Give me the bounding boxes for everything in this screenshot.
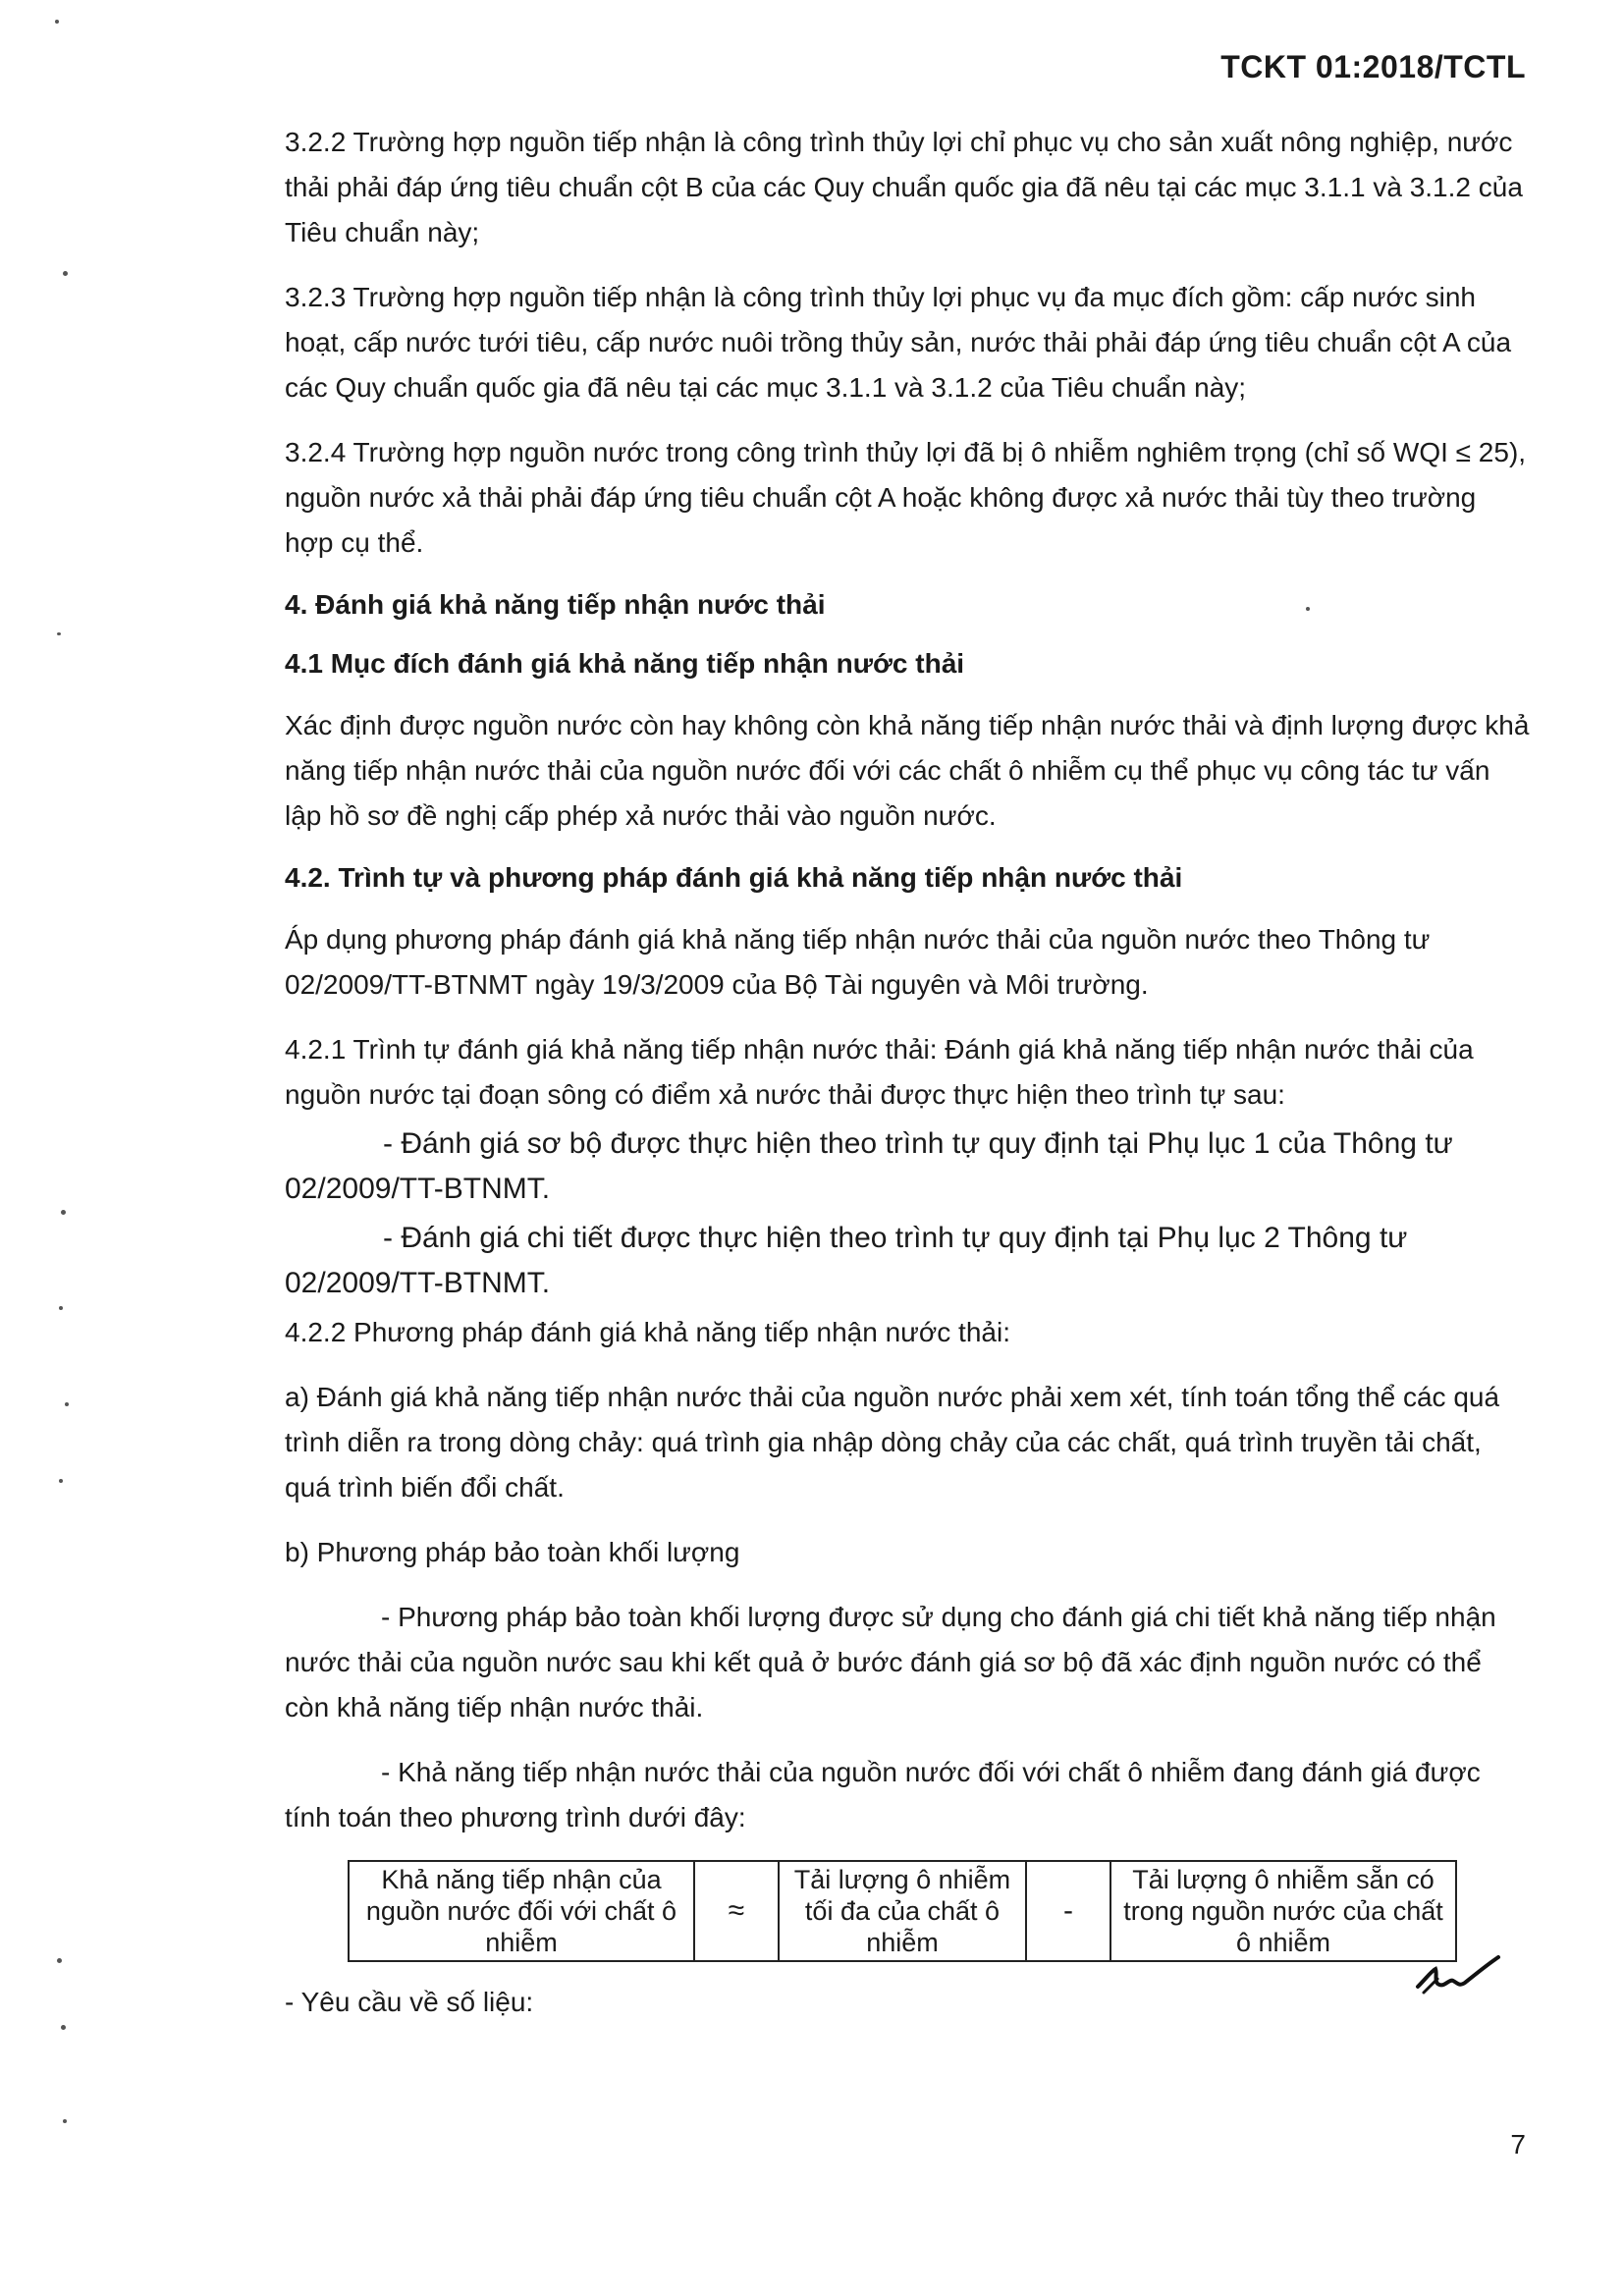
formula-max-load: Tải lượng ô nhiễm tối đa của chất ô nhiễm (779, 1861, 1026, 1961)
paragraph-3-2-2: 3.2.2 Trường hợp nguồn tiếp nhận là công trình thủy lợi chỉ phục vụ cho sản xuất nông nghiệp, nước thải phải đáp ứng tiêu chuẩn cột B của các Quy chuẩn quốc gia đã nêu tại các mục 3.1.1 và 3.1.2 của Tiêu chuẩn này; (285, 127, 1523, 247)
paragraph-4-2-1-detailed: - Đánh giá chi tiết được thực hiện theo trình tự quy định tại Phụ lục 2 Thông tư 02/2009/TT-BTNMT. (285, 1222, 1408, 1299)
paragraph-4-2-1: 4.2.1 Trình tự đánh giá khả năng tiếp nhận nước thải: Đánh giá khả năng tiếp nhận nước thải của nguồn nước tại đoạn sông có điểm xả nước thải được thực hiện theo trình tự sau: (285, 1034, 1474, 1110)
scan-speck (63, 271, 68, 276)
scan-speck (59, 1306, 63, 1310)
scan-speck (61, 1210, 66, 1215)
paragraph-4-2-2-a: a) Đánh giá khả năng tiếp nhận nước thải của nguồn nước phải xem xét, tính toán tổng thể các quá trình diễn ra trong dòng chảy: quá trình gia nhập dòng chảy của các chất, quá trình truyền tải chất, quá trình biến đổi chất. (285, 1382, 1500, 1503)
document-body (285, 120, 1532, 2045)
scan-speck (63, 2119, 67, 2123)
section-4-2-heading: 4.2. Trình tự và phương pháp đánh giá khả năng tiếp nhận nước thải (285, 862, 1183, 893)
paragraph-3-2-3: 3.2.3 Trường hợp nguồn tiếp nhận là công trình thủy lợi phục vụ đa mục đích gồm: cấp nước sinh hoạt, cấp nước tưới tiêu, cấp nước nuôi trồng thủy sản, nước thải phải đáp ứng tiêu chuẩn cột A của các Quy chuẩn quốc gia đã nêu tại các mục 3.1.1 và 3.1.2 của Tiêu chuẩn này; (285, 282, 1512, 403)
scan-speck (57, 1958, 62, 1963)
formula-approx-operator: ≈ (694, 1861, 779, 1961)
scan-speck (61, 2025, 66, 2030)
formula-receiving-capacity: Khả năng tiếp nhận của nguồn nước đối với chất ô nhiễm (349, 1861, 694, 1961)
paragraph-data-requirements: - Yêu cầu về số liệu: (285, 1987, 534, 2017)
section-4-heading: 4. Đánh giá khả năng tiếp nhận nước thải (285, 589, 826, 620)
paragraph-4-2-2-b-equation-intro: - Khả năng tiếp nhận nước thải của nguồn nước đối với chất ô nhiễm đang đánh giá được tính toán theo phương trình dưới đây: (285, 1757, 1481, 1832)
scan-speck (65, 1402, 69, 1406)
page-number: 7 (1510, 2129, 1526, 2159)
document-code-header: TCKT 01:2018/TCTL (1220, 49, 1526, 84)
scan-speck (59, 1479, 63, 1483)
scan-speck (57, 632, 61, 635)
formula-minus-operator: - (1026, 1861, 1110, 1961)
signature-icon (1414, 1949, 1502, 2008)
formula-row (349, 1861, 1456, 1961)
paragraph-4-1: Xác định được nguồn nước còn hay không còn khả năng tiếp nhận nước thải và định lượng được khả năng tiếp nhận nước thải của nguồn nước đối với các chất ô nhiễm cụ thể phục vụ công tác tư vấn lập hồ sơ đề nghị cấp phép xả nước thải vào nguồn nước. (285, 710, 1530, 831)
paragraph-3-2-4: 3.2.4 Trường hợp nguồn nước trong công trình thủy lợi đã bị ô nhiễm nghiêm trọng (chỉ số WQI ≤ 25), nguồn nước xả thải phải đáp ứng tiêu chuẩn cột A hoặc không được xả nước thải tùy theo trường hợp cụ thể. (285, 437, 1527, 558)
paragraph-4-2: Áp dụng phương pháp đánh giá khả năng tiếp nhận nước thải của nguồn nước theo Thông tư 02/2009/TT-BTNMT ngày 19/3/2009 của Bộ Tài nguyên và Môi trường. (285, 924, 1431, 1000)
scan-speck (55, 20, 59, 24)
section-4-1-heading: 4.1 Mục đích đánh giá khả năng tiếp nhận nước thải (285, 648, 965, 679)
paragraph-4-2-1-preliminary: - Đánh giá sơ bộ được thực hiện theo trình tự quy định tại Phụ lục 1 của Thông tư 02/2009/TT-BTNMT. (285, 1127, 1453, 1205)
formula-existing-load: Tải lượng ô nhiễm sẵn có trong nguồn nước của chất ô nhiễm (1110, 1861, 1456, 1961)
paragraph-4-2-2-b-mass-balance: - Phương pháp bảo toàn khối lượng được sử dụng cho đánh giá chi tiết khả năng tiếp nhận nước thải của nguồn nước sau khi kết quả ở bước đánh giá sơ bộ đã xác định nguồn nước có thể còn khả năng tiếp nhận nước thải. (285, 1602, 1496, 1722)
formula-table (348, 1860, 1457, 1962)
paragraph-4-2-2-b: b) Phương pháp bảo toàn khối lượng (285, 1537, 740, 1567)
paragraph-4-2-2: 4.2.2 Phương pháp đánh giá khả năng tiếp nhận nước thải: (285, 1317, 1010, 1347)
scan-speck (1306, 607, 1310, 611)
